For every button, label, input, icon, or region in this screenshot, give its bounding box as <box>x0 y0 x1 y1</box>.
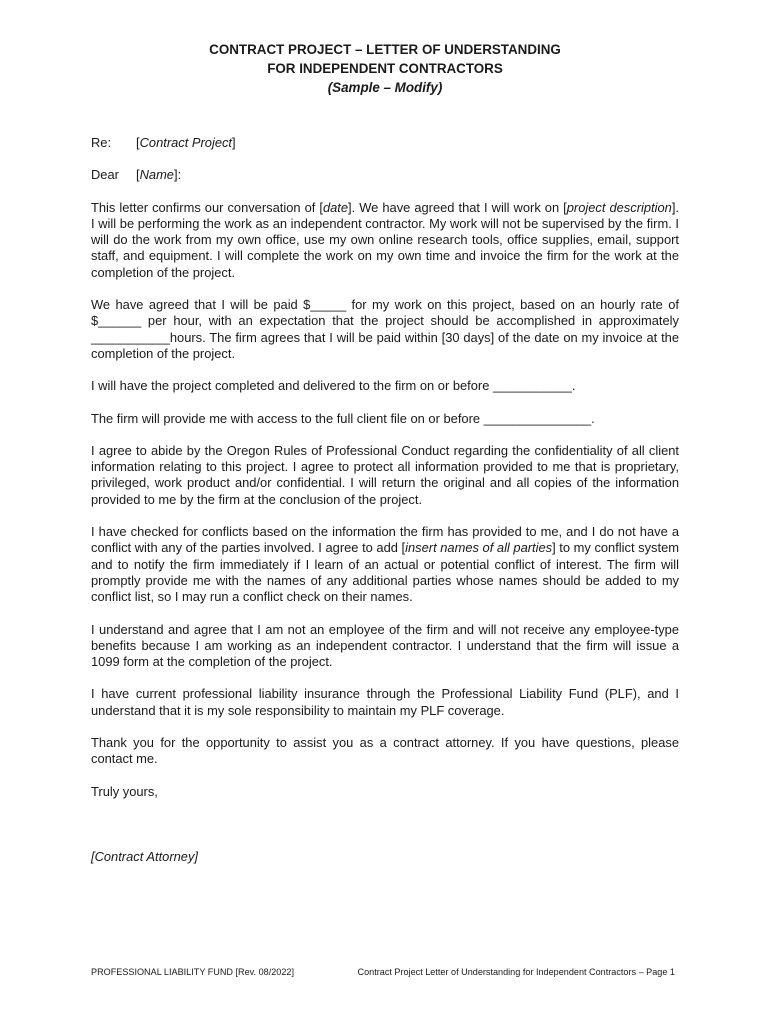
paragraph-conflicts: I have checked for conflicts based on the information the firm has provided to me, and I do not have a conflict with any of the parties involved. I agree to add [insert names of all parties] to my conflict system and to notify the firm immediately if I learn of an actual or potential conflict of interest. The firm will promptly provide me with the names of any additional parties whose names should be added to my conflict list, so I may run a conflict check on their names. <box>91 524 679 605</box>
letter-page <box>91 40 679 865</box>
paragraph-engagement: This letter confirms our conversation of [date]. We have agreed that I will work on [project description]. I will be performing the work as an independent contractor. My work will not be supervised by the firm. I will do the work from my own office, use my own online research tools, office supplies, email, support staff, and equipment. I will complete the work on my own time and invoice the firm for the work at the completion of the project. <box>91 199 679 280</box>
footer-left: PROFESSIONAL LIABILITY FUND [Rev. 08/2022] <box>91 967 295 977</box>
paragraph-thanks: Thank you for the opportunity to assist you as a contract attorney. If you have questions, please contact me. <box>91 735 679 767</box>
title-line-1: CONTRACT PROJECT – LETTER OF UNDERSTANDING <box>209 42 561 57</box>
closing: Truly yours, <box>91 783 158 799</box>
page-footer <box>91 966 675 978</box>
paragraph-insurance: I have current professional liability insurance through the Professional Liability Fund (PLF), and I understand that it is my sole responsibility to maintain my PLF coverage. <box>91 686 679 718</box>
salutation: Dear [Name]: <box>91 167 182 183</box>
paragraph-payment: We have agreed that I will be paid $_____ for my work on this project, based on an hourly rate of $______ per hour, with an expectation that the project should be accomplished in approximately ___________hours. The firm agrees that I will be paid within [30 days] of the date on my invoice at the completion of the project. <box>91 297 679 361</box>
parties-placeholder: insert names of all parties <box>405 540 553 556</box>
paragraph-employment-status: I understand and agree that I am not an employee of the firm and will not receive any employee-type benefits because I am working as an independent contractor. I understand that the firm will issue a 1099 form at the completion of the project. <box>91 621 679 670</box>
title-line-2: FOR INDEPENDENT CONTRACTORS <box>267 61 503 76</box>
document-title <box>91 40 679 97</box>
re-line: Re: [Contract Project] <box>91 135 236 150</box>
dear-label: Dear <box>91 167 119 183</box>
paragraph-file-access: The firm will provide me with access to the full client file on or before _______________. <box>91 410 595 426</box>
date-placeholder: date <box>322 199 349 215</box>
project-placeholder: project description <box>566 199 672 215</box>
signature-line: [Contract Attorney] <box>91 848 198 864</box>
title-line-3: (Sample – Modify) <box>327 80 443 95</box>
re-label: Re: <box>91 135 112 150</box>
footer-right: Contract Project Letter of Understanding for Independent Contractors – Page 1 <box>357 967 675 977</box>
paragraph-confidentiality: I agree to abide by the Oregon Rules of Professional Conduct regarding the confidentiality of all client information relating to this project. I agree to protect all information provided to me that is proprietary, privileged, work product and/or confidential. I will return the original and all copies of the information provided to me by the firm at the conclusion of the project. <box>91 442 679 507</box>
paragraph-completion-date: I will have the project completed and delivered to the firm on or before ___________. <box>91 378 576 394</box>
re-value: Contract Project <box>139 135 233 150</box>
dear-value: Name <box>139 167 174 183</box>
